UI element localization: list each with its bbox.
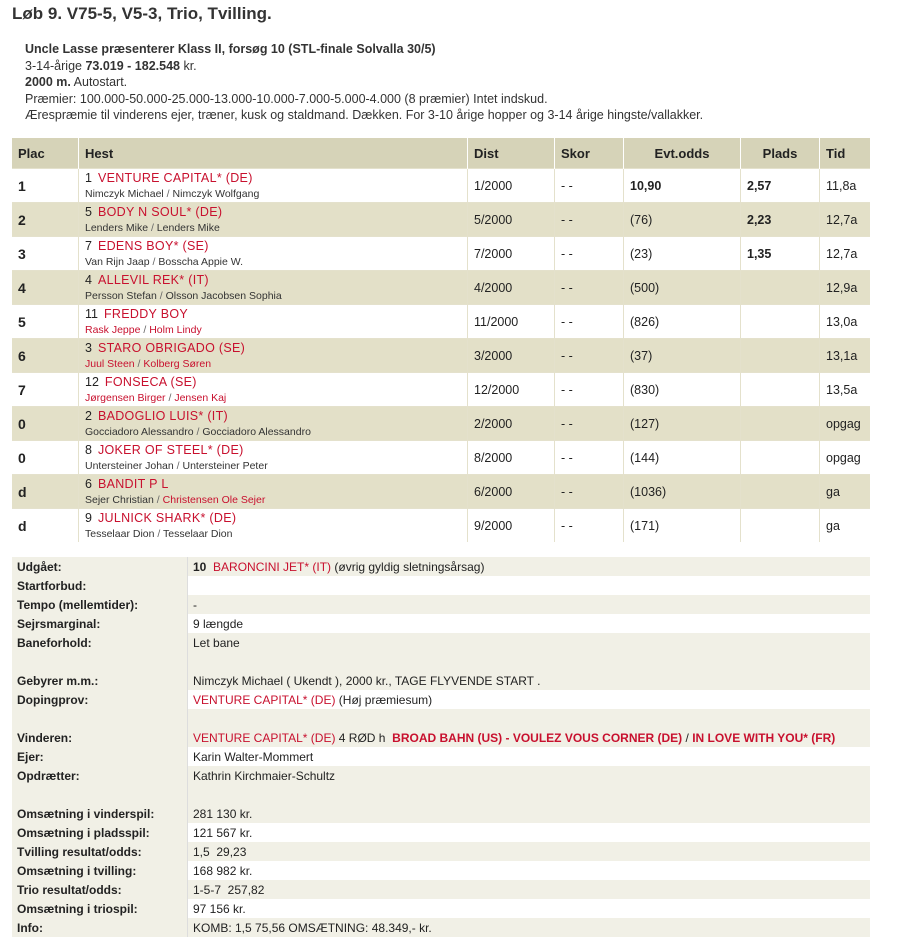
horse-line [85,307,461,321]
plac-cell: 2 [12,203,79,237]
tid-cell: 13,5a [820,373,871,407]
vinder-pedigree-link[interactable]: BROAD BAHN (US) - VOULEZ VOUS CORNER (DE) [392,730,683,745]
oms-plads-label: Omsætning i pladsspil: [12,823,188,842]
dist-cell: 1/2000 [468,169,555,203]
plac-cell: d [12,509,79,543]
bane-label: Baneforhold: [12,633,188,652]
result-row [12,169,870,203]
driver-link[interactable]: Van Rijn Jaap [85,256,150,268]
col-hest: Hest [79,138,468,169]
result-row [12,373,870,407]
col-dist: Dist [468,138,555,169]
horse-name-link[interactable]: BADOGLIO LUIS* (IT) [97,409,228,423]
amount-to: 182.548 [134,58,180,73]
result-row [12,509,870,543]
horse-line [85,511,461,525]
tvil-res-label: Tvilling resultat/odds: [12,842,188,861]
odds-cell: (826) [624,305,741,339]
driver-link[interactable]: Tesselaar Dion [85,528,155,540]
horse-line [85,477,461,491]
plads-cell [741,407,820,441]
horse-cell [79,203,468,237]
amount-suffix: kr. [179,58,197,73]
gap-cell [12,709,188,728]
horse-name-link[interactable]: BODY N SOUL* (DE) [97,205,223,219]
result-row [12,237,870,271]
driver-trainer [85,528,461,540]
plac-cell: 7 [12,373,79,407]
plads-cell: 2,57 [741,169,820,203]
horse-name-link[interactable]: VENTURE CAPITAL* (DE) [97,171,253,185]
driver-trainer [85,460,461,472]
udgaaet-value [188,557,871,576]
start-number: 2 [85,409,92,423]
horse-line [85,443,461,457]
result-row [12,475,870,509]
driver-trainer [85,222,461,234]
driver-trainer [85,188,461,200]
dist-cell: 9/2000 [468,509,555,543]
tempo-label: Tempo (mellemtider): [12,595,188,614]
trainer-link[interactable]: Tesselaar Dion [163,528,233,540]
oms-vinder-label: Omsætning i vinderspil: [12,804,188,823]
vinder-label: Vinderen: [12,728,188,747]
odds-cell: (830) [624,373,741,407]
driver-trainer [85,324,461,336]
horse-cell [79,305,468,339]
meta-gap-3 [12,785,870,804]
plac-cell: 6 [12,339,79,373]
results-table [12,138,870,542]
bane-value: Let bane [188,633,871,652]
gebyr-value: Nimczyk Michael ( Ukendt ), 2000 kr., TAGE FLYVENDE START . [188,671,871,690]
plac-cell: 0 [12,407,79,441]
meta-row-vinderen [12,728,870,747]
vinder-horse-link[interactable]: VENTURE CAPITAL* (DE) [193,730,336,745]
trainer-link[interactable]: Nimczyk Wolfgang [172,188,260,200]
driver-link[interactable]: Lenders Mike [85,222,149,234]
tid-cell: ga [820,509,871,543]
info-value: KOMB: 1,5 75,56 OMSÆTNING: 48.349,- kr. [188,918,871,937]
driver-link[interactable]: Sejer Christian [85,494,154,506]
driver-link[interactable]: Rask Jeppe [85,324,141,336]
horse-cell [79,271,468,305]
tid-cell: 12,9a [820,271,871,305]
odds-cell: (144) [624,441,741,475]
meta-row-baneforhold [12,633,870,652]
meta-row-doping [12,690,870,709]
race-amount-line [25,58,703,75]
ejer-value: Karin Walter-Mommert [188,747,871,766]
vinder-dam-link[interactable]: IN LOVE WITH YOU* (FR) [692,730,836,745]
sejr-value: 9 længde [188,614,871,633]
col-plac: Plac [12,138,79,169]
horse-line [85,239,461,253]
skor-cell: - - [555,237,624,271]
gap-cell [188,652,871,671]
udgaaet-reason: (øvrig gyldig sletningsårsag) [331,559,485,574]
oms-trio-value: 97 156 kr. [188,899,871,918]
skor-cell: - - [555,339,624,373]
opdr-value: Kathrin Kirchmaier-Schultz [188,766,871,785]
race-info [25,41,703,124]
skor-cell: - - [555,475,624,509]
plac-cell: 4 [12,271,79,305]
race-title: Løb 9. V75-5, V5-3, Trio, Tvilling. [12,4,272,23]
gap-cell [12,652,188,671]
meta-gap-2 [12,709,870,728]
horse-cell [79,441,468,475]
odds-cell: (76) [624,203,741,237]
start-number: 3 [85,341,92,355]
driver-trainer [85,392,461,404]
opdr-label: Opdrætter: [12,766,188,785]
odds-cell: (127) [624,407,741,441]
meta-gap-1 [12,652,870,671]
driver-link[interactable]: Untersteiner Johan [85,460,174,472]
people-separator: / [165,392,175,404]
startforbud-value [188,576,871,595]
odds-cell: (37) [624,339,741,373]
people-separator: / [163,188,173,200]
horse-name-link[interactable]: ALLEVIL REK* (IT) [97,273,209,287]
gebyr-label: Gebyrer m.m.: [12,671,188,690]
col-odds: Evt.odds [624,138,741,169]
doping-horse-link[interactable]: VENTURE CAPITAL* (DE) [193,692,336,707]
result-row [12,407,870,441]
start-number: 5 [85,205,92,219]
driver-link[interactable]: Gocciadoro Alessandro [85,426,194,438]
tid-cell: 12,7a [820,237,871,271]
tid-cell: opgag [820,407,871,441]
sejr-label: Sejrsmarginal: [12,614,188,633]
dist-cell: 3/2000 [468,339,555,373]
start-number: 9 [85,511,92,525]
udgaaet-label: Udgået: [12,557,188,576]
horse-name-link[interactable]: EDENS BOY* (SE) [97,239,209,253]
gap-cell [12,785,188,804]
meta-row-trio-res [12,880,870,899]
driver-trainer [85,256,461,268]
skor-cell: - - [555,407,624,441]
odds-cell: (500) [624,271,741,305]
col-skor: Skor [555,138,624,169]
col-plads: Plads [741,138,820,169]
tid-cell: 11,8a [820,169,871,203]
plads-cell: 2,23 [741,203,820,237]
trio-res-label: Trio resultat/odds: [12,880,188,899]
horse-name-link[interactable]: JULNICK SHARK* (DE) [97,511,237,525]
vinder-value [188,728,871,747]
age-prefix: 3-14-årige [25,58,86,73]
gap-cell [188,785,871,804]
plac-cell: d [12,475,79,509]
meta-row-tempo [12,595,870,614]
horse-line [85,171,461,185]
col-tid: Tid [820,138,871,169]
driver-trainer [85,358,461,370]
people-separator: / [148,222,157,234]
dist-cell: 4/2000 [468,271,555,305]
plac-cell: 0 [12,441,79,475]
plads-cell [741,373,820,407]
plads-cell: 1,35 [741,237,820,271]
horse-cell [79,169,468,203]
race-start-type: Autostart. [70,75,128,89]
people-separator: / [154,528,164,540]
tid-cell: 12,7a [820,203,871,237]
start-number: 1 [85,171,92,185]
meta-row-gebyr [12,671,870,690]
plads-cell [741,475,820,509]
doping-label: Dopingprov: [12,690,188,709]
odds-cell: 10,90 [624,169,741,203]
race-distance: 2000 m. [25,75,71,89]
horse-cell [79,475,468,509]
trainer-link[interactable]: Christensen Ole Sejer [162,494,266,506]
meta-row-oms-tvilling [12,861,870,880]
horse-line [85,375,461,389]
skor-cell: - - [555,305,624,339]
result-row [12,305,870,339]
meta-row-tvilling-res [12,842,870,861]
horse-name-link[interactable]: BANDIT P L [97,477,169,491]
plac-cell: 3 [12,237,79,271]
race-prizes: Præmier: 100.000-50.000-25.000-13.000-10.000-7.000-5.000-4.000 (8 præmier) Intet indskud. [25,91,548,106]
driver-trainer [85,426,461,438]
oms-trio-label: Omsætning i triospil: [12,899,188,918]
odds-cell: (1036) [624,475,741,509]
ejer-label: Ejer: [12,747,188,766]
start-number: 12 [85,375,99,389]
trainer-link[interactable]: Holm Lindy [149,324,202,336]
dist-cell: 7/2000 [468,237,555,271]
result-row [12,339,870,373]
horse-cell [79,509,468,543]
result-row [12,441,870,475]
dist-cell: 5/2000 [468,203,555,237]
meta-row-sejrsmarginal [12,614,870,633]
meta-row-udgaaet [12,557,870,576]
people-separator: / [156,290,166,302]
dist-cell: 8/2000 [468,441,555,475]
start-number: 8 [85,443,92,457]
skor-cell: - - [555,509,624,543]
tvil-res-value: 1,5 29,23 [188,842,871,861]
driver-link[interactable]: Juul Steen [85,358,135,370]
trainer-link[interactable]: Untersteiner Peter [182,460,268,472]
horse-name-link[interactable]: FREDDY BOY [103,307,189,321]
plads-cell [741,339,820,373]
amount-sep: - [123,58,135,73]
horse-cell [79,237,468,271]
race-meta-table [12,557,870,937]
tid-cell: 13,1a [820,339,871,373]
meta-row-info [12,918,870,937]
gap-cell [188,709,871,728]
doping-value [188,690,871,709]
trainer-link[interactable]: Olsson Jacobsen Sophia [165,290,282,302]
amount-from: 73.019 [85,58,124,73]
people-separator: / [140,324,150,336]
trainer-link[interactable]: Kolberg Søren [143,358,212,370]
tid-cell: 13,0a [820,305,871,339]
people-separator: / [149,256,159,268]
race-honor: Ærespræmie til vinderens ejer, træner, kusk og staldmand. Dækken. For 3-10 årige hopper og 3-14 årige hingste/vallakker. [25,108,704,122]
skor-cell: - - [555,373,624,407]
oms-tvil-value: 168 982 kr. [188,861,871,880]
oms-tvil-label: Omsætning i tvilling: [12,861,188,880]
plac-cell: 1 [12,169,79,203]
info-label: Info: [12,918,188,937]
horse-name-link[interactable]: FONSECA (SE) [104,375,197,389]
meta-row-startforbud [12,576,870,595]
result-row [12,271,870,305]
horse-cell [79,339,468,373]
horse-cell [79,373,468,407]
odds-cell: (171) [624,509,741,543]
plac-cell: 5 [12,305,79,339]
start-number: 6 [85,477,92,491]
udgaaet-number: 10 [193,559,207,574]
people-separator: / [153,494,163,506]
driver-trainer [85,494,461,506]
tid-cell: opgag [820,441,871,475]
doping-rest: (Høj præmiesum) [335,692,433,707]
race-distance-line [25,74,703,91]
results-body [12,169,870,543]
trainer-link[interactable]: Lenders Mike [156,222,220,234]
results-header-row [12,138,870,169]
result-row [12,203,870,237]
trainer-link[interactable]: Gocciadoro Alessandro [202,426,311,438]
oms-vinder-value: 281 130 kr. [188,804,871,823]
horse-line [85,341,461,355]
plads-cell [741,305,820,339]
trainer-link[interactable]: Bosscha Appie W. [158,256,244,268]
horse-cell [79,407,468,441]
meta-row-oms-trio [12,899,870,918]
people-separator: / [193,426,203,438]
people-separator: / [134,358,144,370]
tempo-value: - [188,595,871,614]
vinder-desc: 4 RØD h [335,730,389,745]
dist-cell: 6/2000 [468,475,555,509]
driver-link[interactable]: Jørgensen Birger [85,392,166,404]
plads-cell [741,509,820,543]
horse-line [85,205,461,219]
tid-cell: ga [820,475,871,509]
meta-row-oms-plads [12,823,870,842]
plads-cell [741,441,820,475]
horse-line [85,409,461,423]
meta-row-oms-vinder [12,804,870,823]
start-number: 4 [85,273,92,287]
driver-trainer [85,290,461,302]
odds-cell: (23) [624,237,741,271]
horse-name-link[interactable]: STARO OBRIGADO (SE) [97,341,246,355]
startforbud-label: Startforbud: [12,576,188,595]
skor-cell: - - [555,203,624,237]
horse-name-link[interactable]: JOKER OF STEEL* (DE) [97,443,244,457]
meta-row-ejer [12,747,870,766]
start-number: 7 [85,239,92,253]
dist-cell: 11/2000 [468,305,555,339]
skor-cell: - - [555,441,624,475]
trainer-link[interactable]: Jensen Kaj [174,392,227,404]
dist-cell: 2/2000 [468,407,555,441]
oms-plads-value: 121 567 kr. [188,823,871,842]
vinder-slash: / [682,730,693,745]
skor-cell: - - [555,271,624,305]
horse-line [85,273,461,287]
start-number: 11 [85,307,98,321]
dist-cell: 12/2000 [468,373,555,407]
udgaaet-horse-link[interactable]: BARONCINI JET* (IT) [213,559,332,574]
race-sponsor-line: Uncle Lasse præsenterer Klass II, forsøg 10 (STL-finale Solvalla 30/5) [25,42,436,56]
people-separator: / [173,460,183,472]
skor-cell: - - [555,169,624,203]
driver-link[interactable]: Nimczyk Michael [85,188,164,200]
plads-cell [741,271,820,305]
driver-link[interactable]: Persson Stefan [85,290,157,302]
meta-row-opdraetter [12,766,870,785]
trio-res-value: 1-5-7 257,82 [188,880,871,899]
